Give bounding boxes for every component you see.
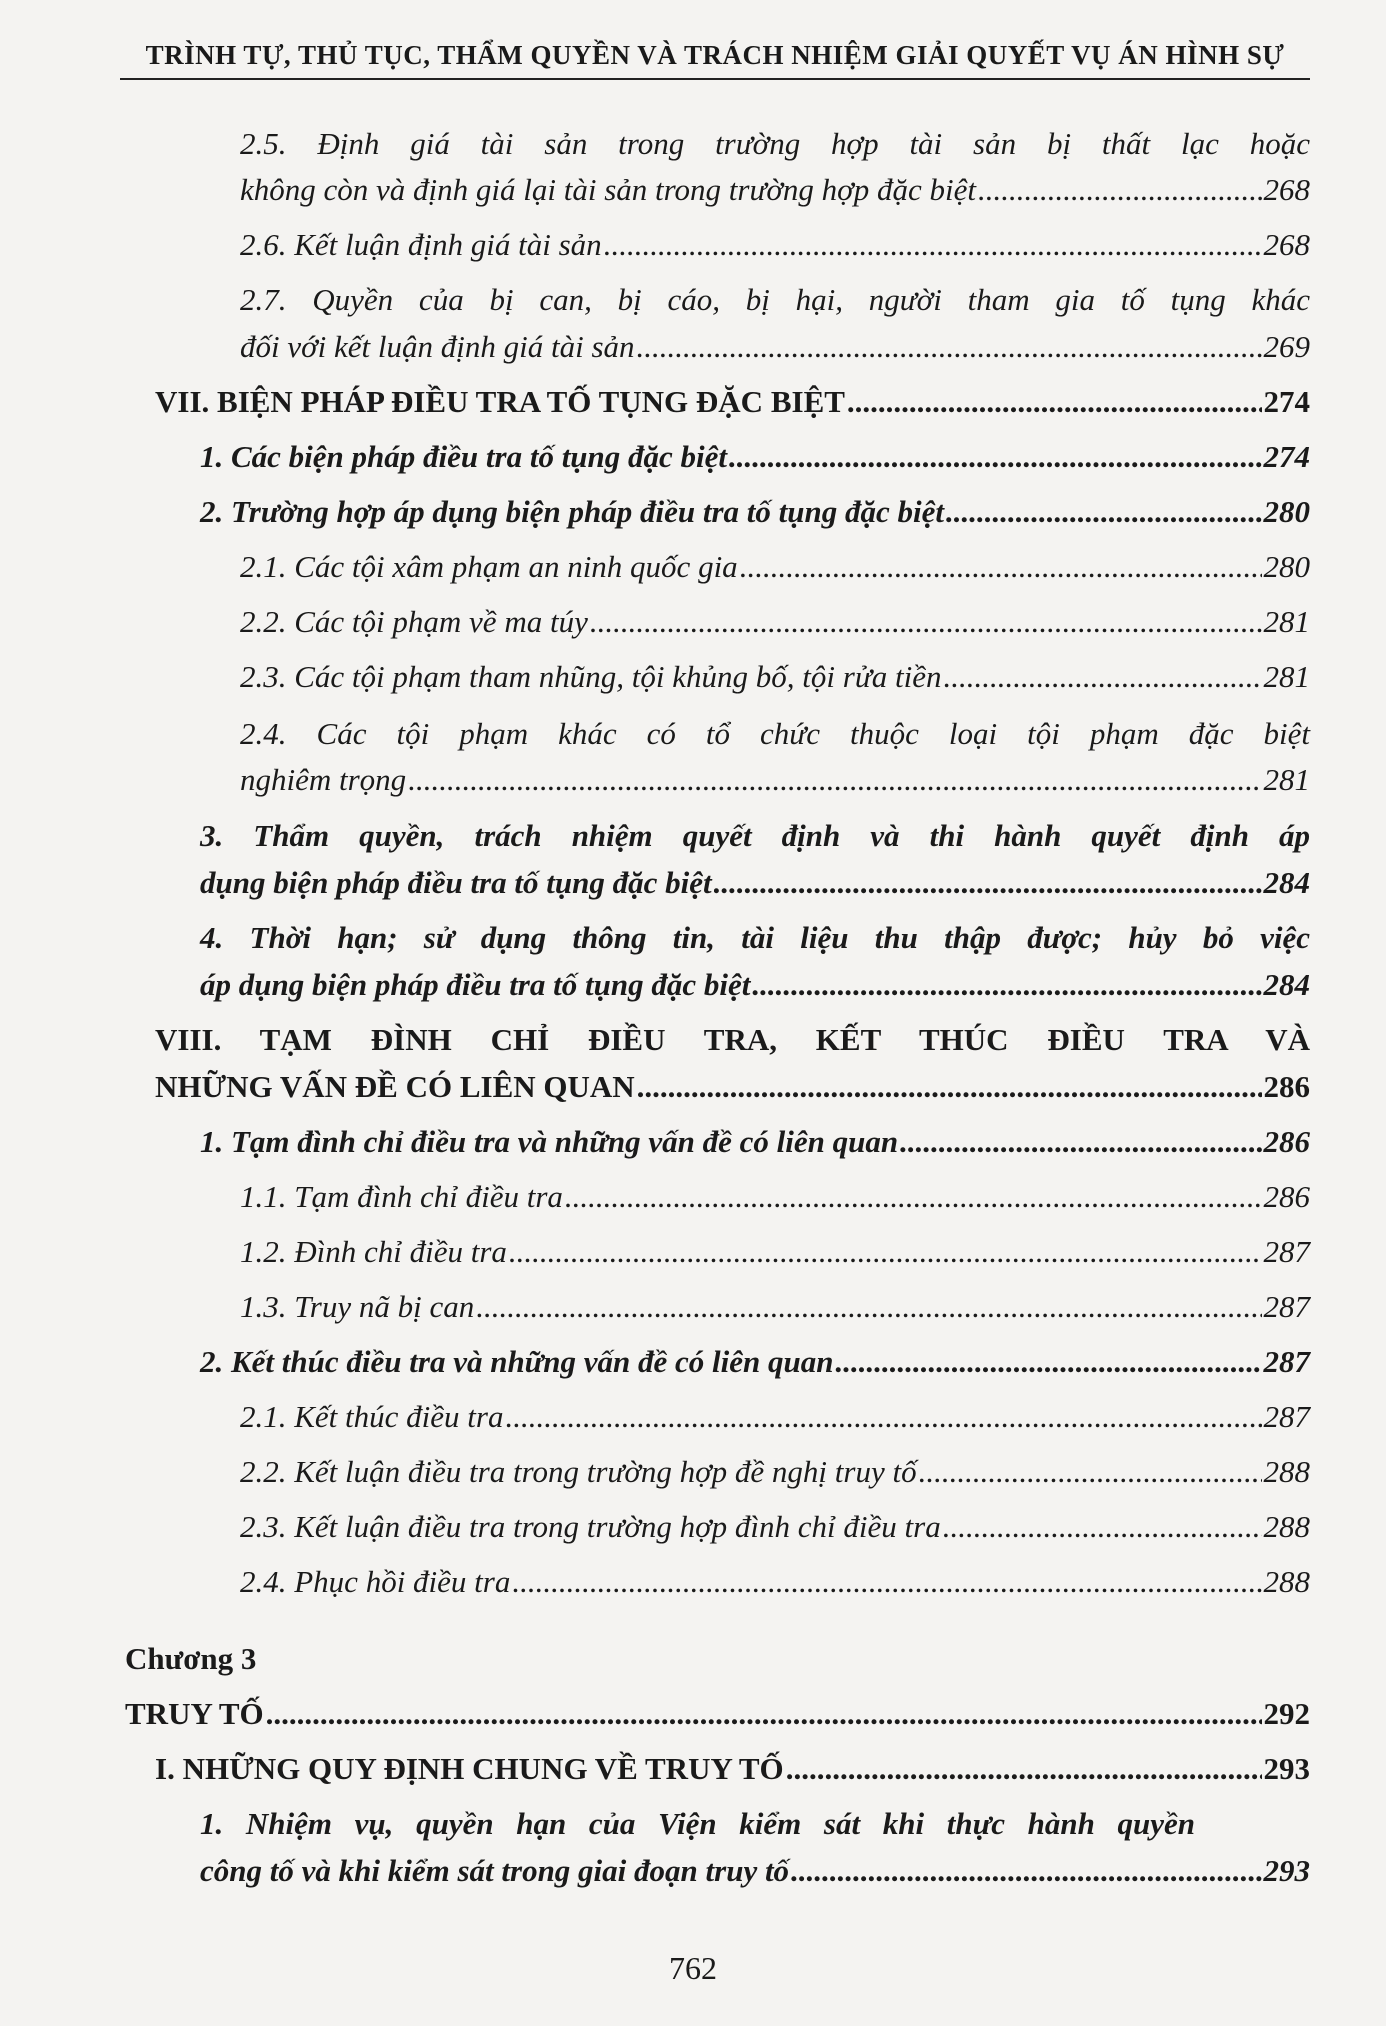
toc-entry-viii-1 [200,1126,1310,1157]
toc-entry-text: 2.2. Các tội phạm về ma túy [240,604,588,639]
toc-page-number: 284 [1263,967,1310,1002]
dot-leader [505,1401,1261,1432]
toc-page-number: 287 [1263,1344,1310,1379]
toc-page-number: 269 [1263,329,1310,364]
toc-page-number: 293 [1263,1751,1310,1786]
dot-leader [943,1511,1262,1542]
chapter-label: Chương 3 [125,1641,257,1676]
toc-page-number: 284 [1263,865,1310,900]
toc-chapter-3 [125,1698,1310,1729]
toc-entry-text: 2.6. Kết luận định giá tài sản [240,227,602,262]
header-rule [120,78,1310,80]
toc-page-number: 274 [1263,384,1310,419]
toc-section-I [155,1753,1310,1784]
toc-entry-2-7 [240,331,1310,362]
toc-page-number: 288 [1263,1454,1310,1489]
toc-entry-text: I. NHỮNG QUY ĐỊNH CHUNG VỀ TRUY TỐ [155,1751,784,1786]
toc-section-VIII [155,1071,1310,1102]
dot-leader [752,969,1261,1000]
toc-section-VIII-line1: VIII. TẠM ĐÌNH CHỈ ĐIỀU TRA, KẾT THÚC ĐIỀU TRA VÀ [155,1022,1310,1057]
toc-entry-text: 1.3. Truy nã bị can [240,1289,475,1324]
toc-entry-viii-1-1 [240,1181,1310,1212]
dot-leader [509,1236,1262,1267]
toc-entry-2-6 [240,229,1310,260]
toc-page-number: 288 [1263,1509,1310,1544]
toc-entry-text: TRUY TỐ [125,1696,264,1731]
toc-entry-text: dụng biện pháp điều tra tố tụng đặc biệt [200,865,712,900]
toc-entry-viii-2-1 [240,1401,1310,1432]
toc-page-number: 281 [1263,659,1310,694]
dot-leader [786,1753,1262,1784]
dot-leader [565,1181,1262,1212]
toc-entry-2-1 [240,551,1310,582]
dot-leader [714,867,1262,898]
dot-leader [847,386,1262,417]
toc-entry-2-3 [240,661,1310,692]
toc-entry-text: 2.3. Các tội phạm tham nhũng, tội khủng bố, tội rửa tiền [240,659,942,694]
toc-page-number: 286 [1263,1179,1310,1214]
toc-entry-text: 2.3. Kết luận điều tra trong trường hợp đình chỉ điều tra [240,1509,941,1544]
toc-entry-text: 1.1. Tạm đình chỉ điều tra [240,1179,563,1214]
dot-leader [835,1346,1261,1377]
toc-entry-text: 2.1. Các tội xâm phạm an ninh quốc gia [240,549,738,584]
toc-entry-viii-2-3 [240,1511,1310,1542]
toc-entry-text: 2.4. Phục hồi điều tra [240,1564,511,1599]
dot-leader [946,496,1262,527]
toc-entry-text: 1. Tạm đình chỉ điều tra và những vấn đề có liên quan [200,1124,899,1159]
dot-leader [604,229,1262,260]
toc-entry-text: 2.1. Kết thúc điều tra [240,1399,504,1434]
dot-leader [791,1855,1261,1886]
toc-entry-2-4 [240,764,1310,795]
dot-leader [943,661,1261,692]
toc-entry-2 [200,496,1310,527]
toc-entry-I-1-line1: 1. Nhiệm vụ, quyền hạn của Viện kiểm sát khi thực hành quyền [200,1806,1195,1841]
toc-entry-text: NHỮNG VẤN ĐỀ CÓ LIÊN QUAN [155,1069,635,1104]
toc-entry-2-4-line1: 2.4. Các tội phạm khác có tổ chức thuộc loại tội phạm đặc biệt [240,716,1310,751]
toc-entry-4 [200,969,1310,1000]
toc-page-number: 286 [1263,1069,1310,1104]
dot-leader [266,1698,1262,1729]
toc-entry-text: VII. BIỆN PHÁP ĐIỀU TRA TỐ TỤNG ĐẶC BIỆT [155,384,845,419]
toc-entry-viii-2-2 [240,1456,1310,1487]
toc-entry-text: 2. Trường hợp áp dụng biện pháp điều tra tố tụng đặc biệt [200,494,944,529]
toc-entry-text: không còn và định giá lại tài sản trong trường hợp đặc biệt [240,172,976,207]
toc-entry-2-7-line1: 2.7. Quyền của bị can, bị cáo, bị hại, người tham gia tố tụng khác [240,282,1310,317]
toc-entry-text: 2.2. Kết luận điều tra trong trường hợp đề nghị truy tố [240,1454,917,1489]
toc-page-number: 268 [1263,227,1310,262]
toc-entry-1 [200,441,1310,472]
dot-leader [408,764,1261,795]
toc-page-number: 281 [1263,762,1310,797]
toc-entry-text: áp dụng biện pháp điều tra tố tụng đặc biệt [200,967,751,1002]
toc-entry-text: đối với kết luận định giá tài sản [240,329,635,364]
toc-page-number: 281 [1263,604,1310,639]
dot-leader [476,1291,1261,1322]
toc-entry-text: 1.2. Đình chỉ điều tra [240,1234,507,1269]
toc-entry-text: 2. Kết thúc điều tra và những vấn đề có liên quan [200,1344,834,1379]
toc-entry-4-line1: 4. Thời hạn; sử dụng thông tin, tài liệu thu thập được; hủy bỏ việc [200,920,1310,955]
toc-entry-text: công tố và khi kiểm sát trong giai đoạn truy tố [200,1853,790,1888]
running-header: TRÌNH TỰ, THỦ TỤC, THẨM QUYỀN VÀ TRÁCH NHIỆM GIẢI QUYẾT VỤ ÁN HÌNH SỰ [145,40,1285,70]
toc-entry-text: nghiêm trọng [240,762,407,797]
toc-page-number: 287 [1263,1289,1310,1324]
toc-page-number: 286 [1263,1124,1310,1159]
toc-page-number: 280 [1263,549,1310,584]
toc-page-number: 268 [1263,172,1310,207]
toc-entry-viii-2-4 [240,1566,1310,1597]
toc-entry-text: 1. Các biện pháp điều tra tố tụng đặc biệt [200,439,728,474]
toc-entry-viii-1-3 [240,1291,1310,1322]
page-number: 762 [669,1950,717,1986]
toc-page-number: 280 [1263,494,1310,529]
toc-entry-2-2 [240,606,1310,637]
toc-entry-2-5 [240,174,1310,205]
dot-leader [900,1126,1261,1157]
toc-entry-3-line1: 3. Thẩm quyền, trách nhiệm quyết định và thi hành quyết định áp [200,818,1310,853]
toc-entry-I-1 [200,1855,1310,1886]
toc-page-number: 274 [1263,439,1310,474]
toc-entry-3 [200,867,1310,898]
dot-leader [637,1071,1262,1102]
toc-page-number: 287 [1263,1399,1310,1434]
toc-entry-viii-1-2 [240,1236,1310,1267]
dot-leader [512,1566,1261,1597]
toc-page-number: 293 [1263,1853,1310,1888]
toc-entry-viii-2 [200,1346,1310,1377]
toc-entry-2-5-line1: 2.5. Định giá tài sản trong trường hợp tài sản bị thất lạc hoặc [240,126,1310,161]
dot-leader [590,606,1262,637]
dot-leader [637,331,1262,362]
toc-page-number: 287 [1263,1234,1310,1269]
dot-leader [919,1456,1262,1487]
toc-section-VII [155,386,1310,417]
dot-leader [729,441,1261,472]
dot-leader [978,174,1262,205]
dot-leader [740,551,1262,582]
toc-page-number: 288 [1263,1564,1310,1599]
toc-page-number: 292 [1263,1696,1310,1731]
